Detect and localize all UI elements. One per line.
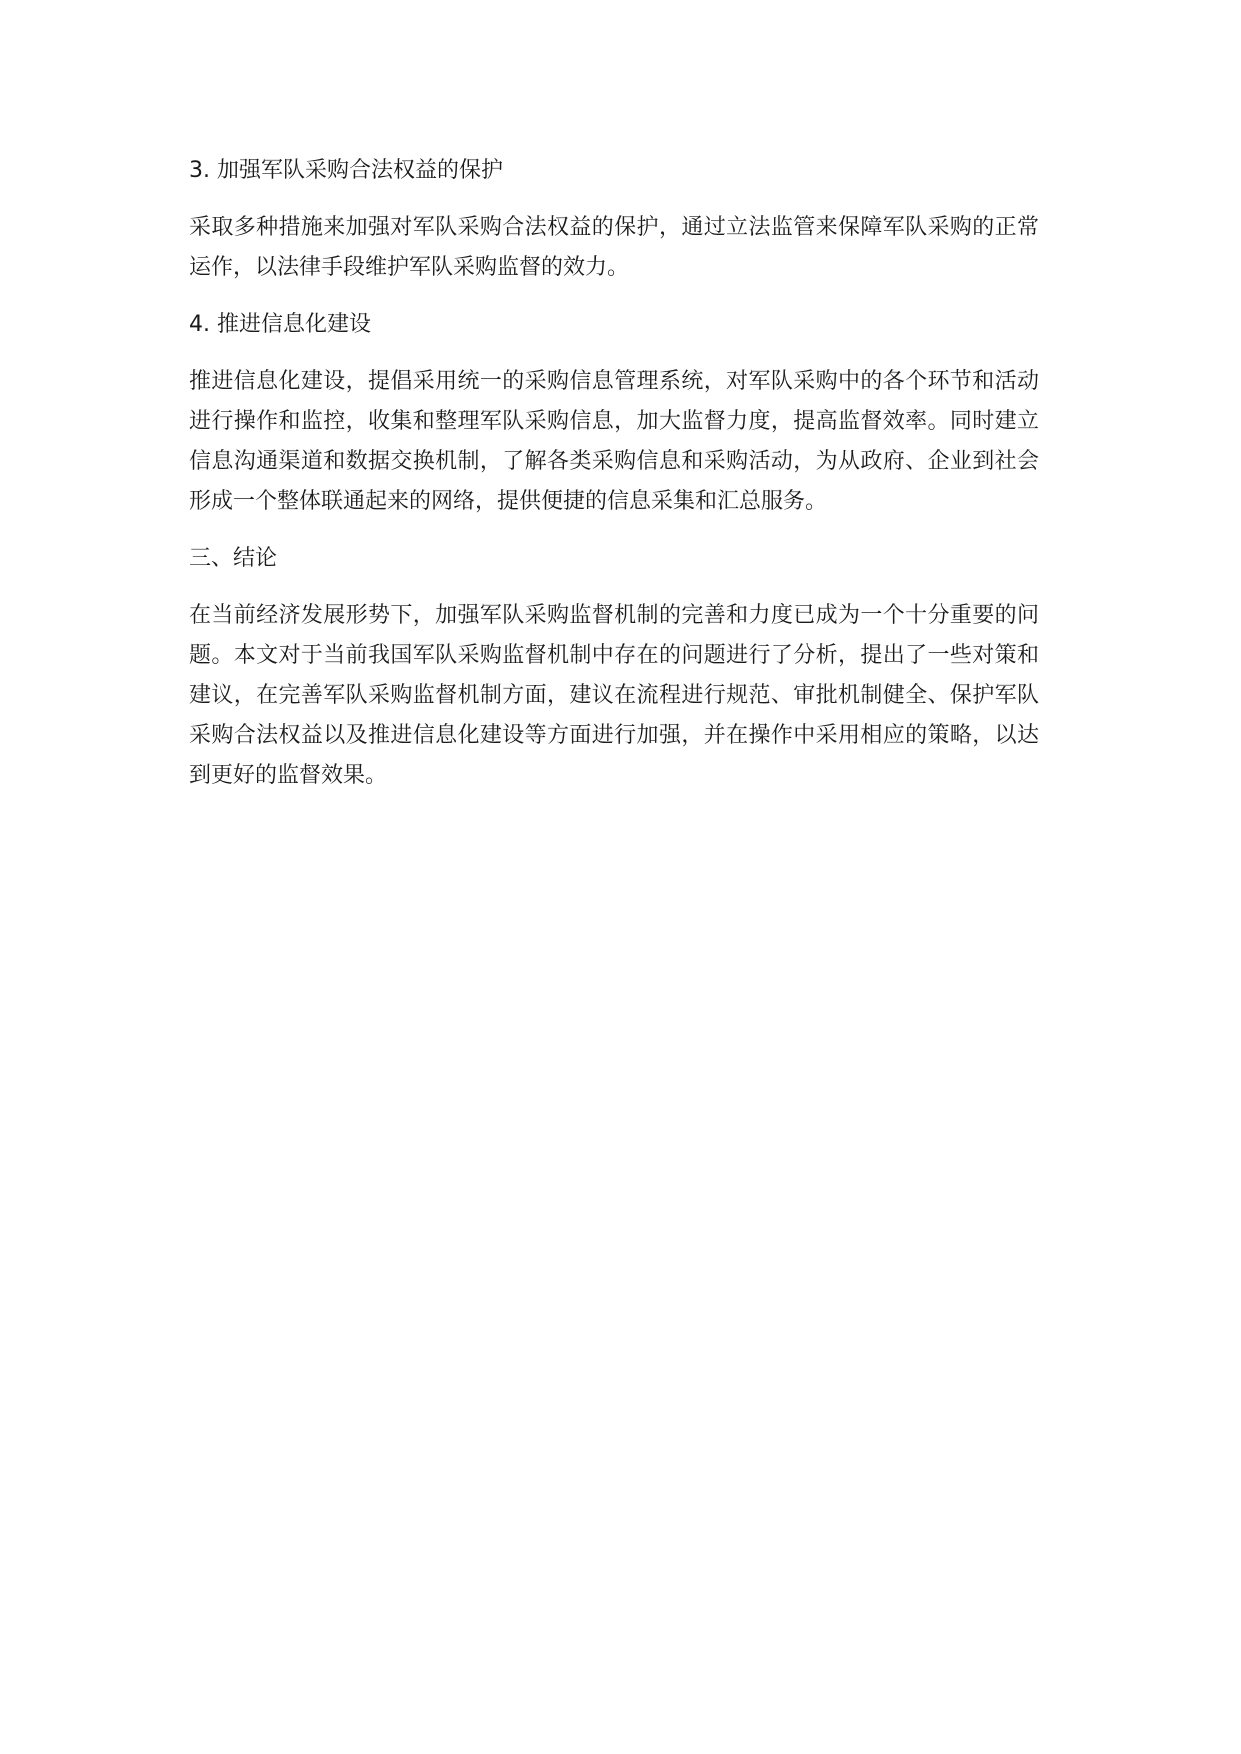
section-3-heading: 3. 加强军队采购合法权益的保护	[189, 158, 503, 183]
document-page	[189, 154, 1039, 816]
section-4-paragraph: 推进信息化建设，提倡采用统一的采购信息管理系统，对军队采购中的各个环节和活动进行操作和监控，收集和整理军队采购信息，加大监督力度，提高监督效率。同时建立信息沟通渠道和数据交换机制，了解各类采购信息和采购活动，为从政府、企业到社会形成一个整体联通起来的网络，提供便捷的信息采集和汇总服务。	[189, 369, 1039, 514]
section-3-paragraph: 采取多种措施来加强对军队采购合法权益的保护，通过立法监管来保障军队采购的正常运作，以法律手段维护军队采购监督的效力。	[189, 215, 1039, 280]
conclusion-paragraph: 在当前经济发展形势下，加强军队采购监督机制的完善和力度已成为一个十分重要的问题。本文对于当前我国军队采购监督机制中存在的问题进行了分析，提出了一些对策和建议，在完善军队采购监督机制方面，建议在流程进行规范、审批机制健全、保护军队采购合法权益以及推进信息化建设等方面进行加强，并在操作中采用相应的策略，以达到更好的监督效果。	[189, 603, 1039, 788]
section-4-heading: 4. 推进信息化建设	[189, 312, 371, 337]
conclusion-heading: 三、结论	[189, 546, 278, 571]
